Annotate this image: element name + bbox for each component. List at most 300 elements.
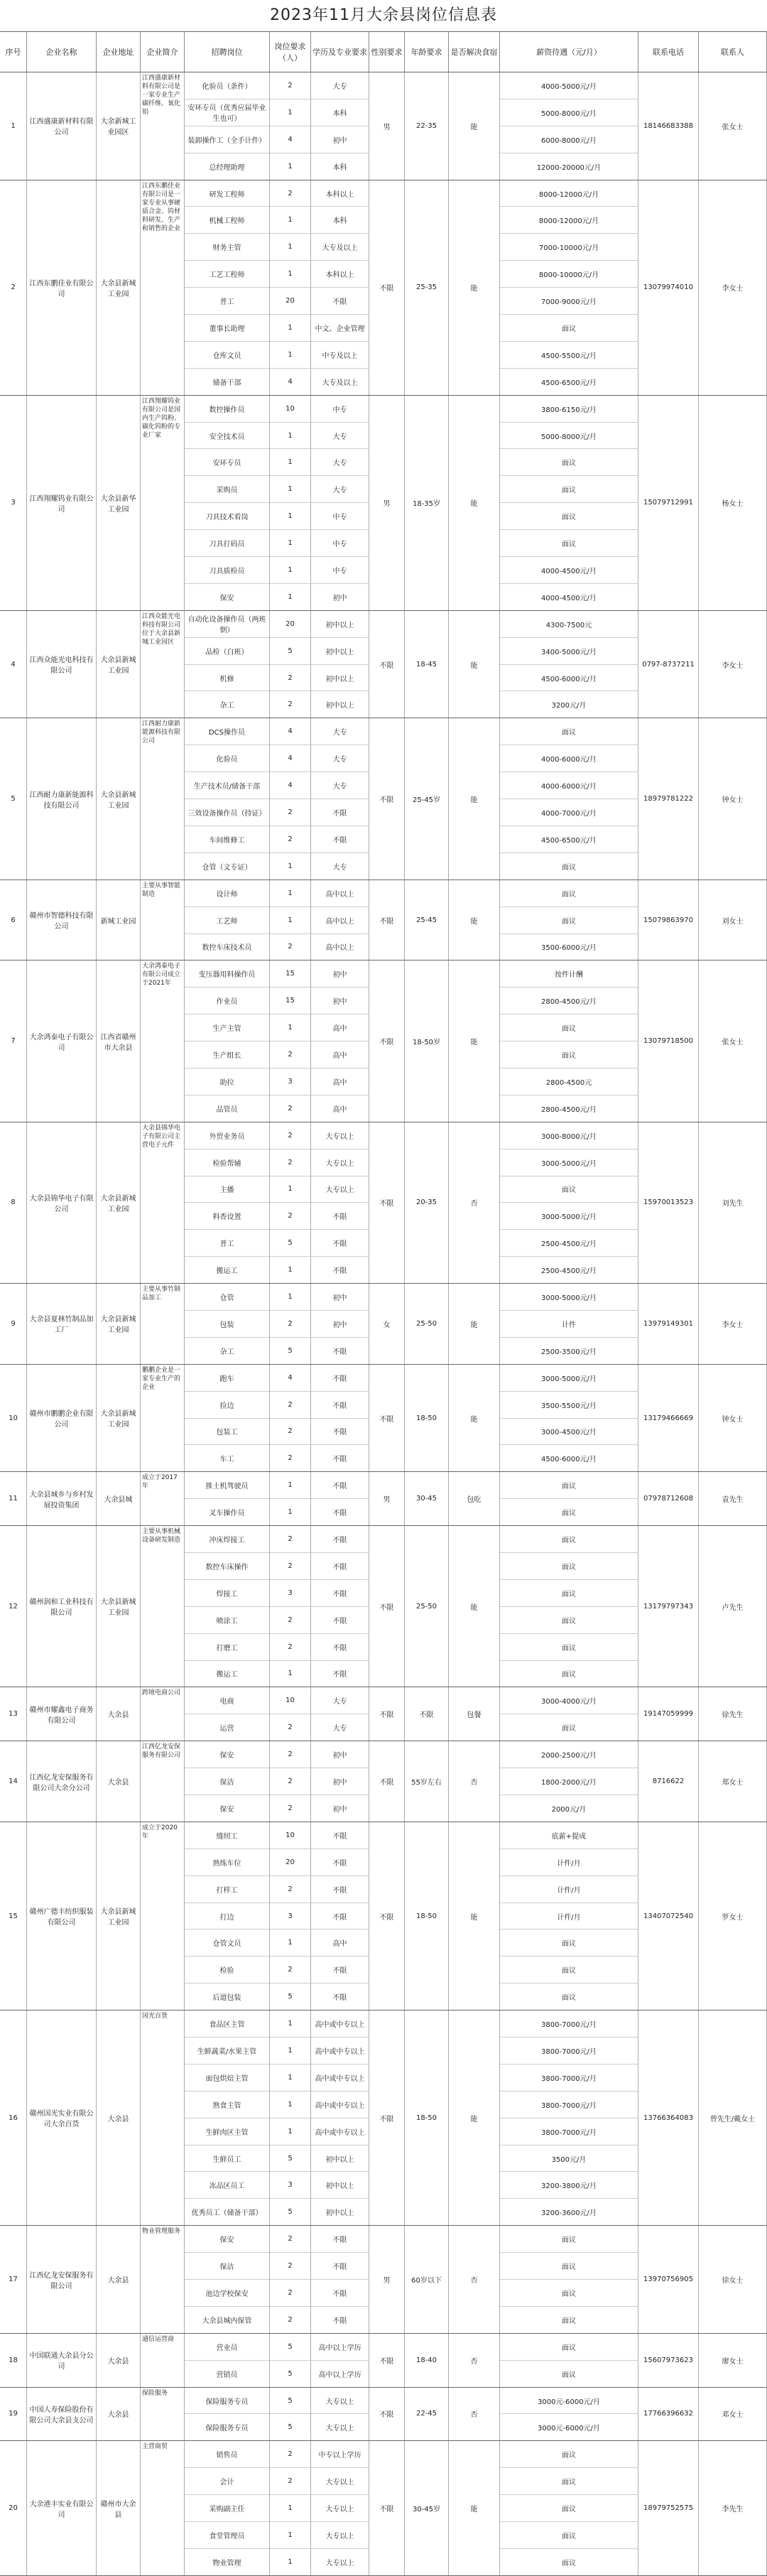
job-title-list	[185, 2226, 270, 2333]
job-title: 仓管文员	[185, 1930, 269, 1957]
job-headcount: 2	[288, 943, 293, 951]
job-headcount: 5	[270, 1230, 310, 1257]
job-education: 中专	[311, 530, 369, 557]
board-lodging: 能	[449, 72, 500, 180]
job-headcount: 20	[270, 1849, 310, 1876]
row-number: 6	[0, 880, 27, 960]
salary: 面议	[500, 1526, 638, 1553]
job-headcount: 2	[288, 1723, 293, 1732]
job-title-list	[185, 2388, 270, 2441]
age-requirement: 22-35	[405, 72, 449, 180]
board-lodging: 能	[449, 1822, 500, 2010]
job-title: 化验员（条件）	[185, 72, 269, 99]
job-title: 熟食主管	[185, 2091, 269, 2118]
job-education-list	[311, 396, 369, 610]
job-headcount-list	[270, 1365, 311, 1472]
job-education: 不限	[311, 1392, 369, 1419]
company-address: 大余县	[97, 2334, 141, 2387]
job-title: 跑车	[185, 1365, 269, 1392]
job-title: 生产组长	[185, 1041, 269, 1068]
contact-person: 李女士	[699, 611, 767, 718]
company-name: 赣州广德丰纺织服装有限公司	[27, 1822, 97, 2010]
job-education: 大专以上	[311, 2468, 369, 2495]
job-education: 大专以上	[311, 2495, 369, 2522]
company-name: 赣州市鹏鹏企业有限公司	[27, 1365, 97, 1472]
salary: 面议	[500, 476, 638, 503]
salary: 面议	[500, 1014, 638, 1041]
job-title: 刀具打码员	[185, 530, 269, 557]
table-row	[0, 2388, 767, 2442]
job-education-list	[311, 2011, 369, 2225]
salary: 面议	[562, 1510, 576, 1518]
header-cell: 招聘岗位	[185, 32, 270, 72]
job-education-list	[311, 1526, 369, 1687]
job-education: 本科	[332, 163, 347, 172]
job-education: 初中	[311, 126, 369, 153]
salary: 面议	[500, 2495, 638, 2522]
job-education: 高中	[311, 1068, 369, 1095]
job-title: 设计师	[185, 880, 269, 907]
job-headcount: 2	[270, 1526, 310, 1553]
job-headcount: 1	[288, 592, 293, 601]
salary: 面议	[500, 1607, 638, 1634]
board-lodging: 否	[449, 2226, 500, 2333]
job-headcount-list	[270, 2441, 311, 2575]
board-lodging: 能	[449, 1284, 500, 1364]
job-title: 安环专员（优秀应届毕业生也可）	[185, 99, 269, 126]
age-requirement: 25-50	[405, 1526, 449, 1687]
job-title: 研发工程师	[185, 180, 269, 207]
job-headcount: 10	[270, 1687, 310, 1714]
salary: 4000-5000元/月	[500, 72, 638, 99]
salary: 2500-4500元/月	[541, 1267, 597, 1276]
job-headcount: 2	[270, 1957, 310, 1984]
job-headcount: 1	[288, 162, 293, 171]
row-number: 15	[0, 1822, 27, 2010]
salary: 面议	[562, 1725, 576, 1733]
job-education: 大专	[311, 745, 369, 772]
company-intro: 江西亿龙安保服务有限公司	[141, 1741, 185, 1822]
job-title: 普工	[185, 288, 269, 315]
row-number: 2	[0, 180, 27, 395]
table-body	[0, 72, 767, 2576]
job-title-list	[185, 880, 270, 960]
contact-person: 李女士	[699, 180, 767, 395]
company-name: 大余县锦华电子有限公司	[27, 1122, 97, 1283]
job-headcount: 1	[270, 1472, 310, 1499]
job-headcount: 4	[270, 718, 310, 745]
company-intro: 主要从事智能制造	[141, 880, 185, 960]
job-education-list	[311, 1687, 369, 1741]
job-title: 营销员	[216, 2371, 238, 2379]
salary: 5000-8000元/月	[500, 423, 638, 450]
job-headcount: 1	[288, 1266, 293, 1275]
job-headcount: 1	[270, 2495, 310, 2522]
age-requirement: 25-35	[405, 180, 449, 395]
row-number: 3	[0, 396, 27, 610]
job-title: 采购副主任	[185, 2495, 269, 2522]
job-title: 安全技术员	[185, 423, 269, 450]
contact-phone: 13179466669	[638, 1365, 699, 1472]
company-intro: 江西翔耀钨业有限公司是国内生产钨粉、碳化钨粉的专业厂家	[141, 396, 185, 610]
job-headcount: 2	[270, 1392, 310, 1419]
salary: 2000-2500元/月	[500, 1741, 638, 1768]
contact-person: 钟女士	[699, 718, 767, 879]
job-education: 不限	[311, 1607, 369, 1634]
job-title: 后道包装	[212, 1994, 241, 2003]
job-education-list	[311, 1284, 369, 1364]
salary: 6000-8000元/月	[500, 126, 638, 153]
job-education: 不限	[311, 1553, 369, 1580]
company-intro: 主营商贸	[141, 2441, 185, 2575]
job-table	[0, 32, 767, 2576]
job-education: 中专	[311, 396, 369, 423]
table-row	[0, 1472, 767, 1526]
job-title: 保洁	[185, 2253, 269, 2280]
job-education: 不限	[311, 1849, 369, 1876]
gender-requirement: 不限	[369, 2011, 405, 2225]
age-requirement: 25-45	[405, 880, 449, 960]
company-address: 大余县	[97, 1741, 141, 1822]
header-cell: 是否解决食宿	[449, 32, 500, 72]
job-headcount: 4	[288, 377, 293, 386]
job-headcount: 1	[270, 207, 310, 234]
job-education: 大专及以上	[322, 379, 358, 387]
job-title: 销售员	[185, 2441, 269, 2468]
age-requirement: 不限	[405, 1687, 449, 1741]
age-requirement: 18-50	[405, 2011, 449, 2225]
company-name: 赣州润和工业科技有限公司	[27, 1526, 97, 1687]
salary: 4000-4500元/月	[541, 594, 597, 602]
salary: 2500-3500元/月	[541, 1348, 597, 1356]
salary: 3000-8000元/月	[500, 1122, 638, 1149]
salary: 4000-7000元/月	[500, 799, 638, 826]
salary: 3200-3600元/月	[541, 2209, 597, 2218]
job-title: 数控操作员	[185, 396, 269, 423]
company-address: 大余县新城工业园	[97, 1822, 141, 2010]
salary: 3500-6000元/月	[541, 944, 597, 953]
job-education-list	[311, 180, 369, 395]
job-title: DCS操作员	[185, 718, 269, 745]
table-row	[0, 2441, 767, 2575]
gender-requirement: 不限	[369, 2334, 405, 2387]
salary: 面议	[562, 863, 576, 872]
job-headcount: 1	[270, 2118, 310, 2145]
salary: 面议	[562, 2371, 576, 2379]
company-name: 赣州市智德科技有限公司	[27, 880, 97, 960]
job-title: 保安	[219, 1805, 234, 1814]
job-title: 化验员	[185, 745, 269, 772]
job-headcount: 2	[270, 1741, 310, 1768]
salary: 3000元-6000元/月	[500, 2388, 638, 2415]
salary-list	[500, 1687, 638, 1741]
contact-phone: 19147059999	[638, 1687, 699, 1741]
contact-phone: 8716622	[638, 1741, 699, 1822]
salary: 底薪+提成	[500, 1822, 638, 1849]
salary: 3800-7000元/月	[500, 2037, 638, 2064]
job-headcount: 1	[270, 342, 310, 369]
contact-phone: 13079974010	[638, 180, 699, 395]
job-headcount-list	[270, 72, 311, 180]
contact-phone: 13179797343	[638, 1526, 699, 1687]
salary-list	[500, 396, 638, 610]
job-education: 初中以上	[325, 2209, 354, 2218]
gender-requirement: 不限	[369, 718, 405, 879]
contact-person: 张女士	[699, 960, 767, 1121]
job-headcount: 4	[270, 1365, 310, 1392]
job-headcount: 2	[270, 1311, 310, 1338]
job-headcount: 5	[270, 2145, 310, 2172]
job-headcount: 1	[270, 99, 310, 126]
job-headcount-list	[270, 1822, 311, 2010]
salary: 面议	[562, 1994, 576, 2003]
company-name: 江西耐力康新能源科技有限公司	[27, 718, 97, 879]
job-headcount: 2	[288, 1454, 293, 1463]
job-education: 中专及以上	[311, 342, 369, 369]
table-row	[0, 880, 767, 961]
salary: 面议	[500, 2226, 638, 2253]
job-education: 不限	[311, 2280, 369, 2307]
salary-list	[500, 1122, 638, 1283]
job-title: 外贸业务员	[185, 1122, 269, 1149]
salary-list	[500, 2388, 638, 2441]
job-title: 捡边	[185, 1392, 269, 1419]
header-cell: 企业简介	[141, 32, 185, 72]
row-number: 19	[0, 2388, 27, 2441]
salary: 4000-4500元/月	[500, 557, 638, 584]
salary: 面议	[500, 1634, 638, 1661]
company-intro: 物业管理服务	[141, 2226, 185, 2333]
company-address: 大余县新城工业园	[97, 180, 141, 395]
job-headcount: 2	[270, 799, 310, 826]
row-number: 1	[0, 72, 27, 180]
gender-requirement: 男	[369, 2226, 405, 2333]
job-headcount-list	[270, 1284, 311, 1364]
salary: 3000-5000元/月	[500, 1365, 638, 1392]
job-headcount-list	[270, 2011, 311, 2225]
salary: 1800-2000元/月	[500, 1768, 638, 1795]
job-headcount: 1	[270, 1930, 310, 1957]
job-education: 初中	[311, 960, 369, 987]
job-title: 池边学校保安	[185, 2280, 269, 2307]
contact-phone: 18146683388	[638, 72, 699, 180]
job-education-list	[311, 2226, 369, 2333]
age-requirement: 18-50岁	[405, 960, 449, 1121]
gender-requirement: 不限	[369, 1741, 405, 1822]
row-number: 8	[0, 1122, 27, 1283]
job-title-list	[185, 2441, 270, 2575]
salary-list	[500, 611, 638, 718]
job-education: 不限	[311, 1472, 369, 1499]
salary: 3000-4000元/月	[500, 1687, 638, 1714]
job-education: 大专以上	[325, 2559, 354, 2567]
salary: 面议	[500, 907, 638, 934]
job-education: 高中或中专以上	[311, 2118, 369, 2145]
job-education: 高中或中专以上	[311, 2064, 369, 2091]
job-title: 作业员	[185, 987, 269, 1014]
job-education: 高中或中专以上	[311, 2091, 369, 2118]
job-title-list	[185, 2011, 270, 2225]
table-row	[0, 1687, 767, 1741]
job-headcount: 3	[270, 1068, 310, 1095]
company-address: 大余县新城工业园	[97, 1365, 141, 1472]
company-address: 江西省赣州市大余县	[97, 960, 141, 1121]
job-title: 保洁	[185, 1768, 269, 1795]
contact-person: 钟女士	[699, 1365, 767, 1472]
contact-person: 张女士	[699, 72, 767, 180]
age-requirement: 18-50	[405, 1365, 449, 1472]
table-row	[0, 718, 767, 880]
job-headcount: 20	[270, 288, 310, 315]
table-row	[0, 1122, 767, 1284]
job-title: 检验	[185, 1957, 269, 1984]
company-address: 大余县城	[97, 1472, 141, 1525]
job-headcount: 15	[270, 987, 310, 1014]
job-headcount: 3	[270, 2172, 310, 2199]
gender-requirement: 不限	[369, 1526, 405, 1687]
board-lodging: 否	[449, 1741, 500, 1822]
age-requirement: 30-45岁	[405, 2441, 449, 2575]
job-education: 不限	[311, 1365, 369, 1392]
company-address: 大余新城工业园区	[97, 72, 141, 180]
job-headcount: 2	[288, 1104, 293, 1113]
salary: 面议	[500, 1553, 638, 1580]
company-address: 新城工业园	[97, 880, 141, 960]
company-name: 江西翔耀钨业有限公司	[27, 396, 97, 610]
contact-phone: 07978712608	[638, 1472, 699, 1525]
job-title: 检验帮辅	[185, 1149, 269, 1176]
company-address: 赣州市大余县	[97, 2441, 141, 2575]
job-headcount: 2	[270, 1149, 310, 1176]
salary-list	[500, 1822, 638, 2010]
job-headcount: 1	[270, 2064, 310, 2091]
contact-phone: 17766396632	[638, 2388, 699, 2441]
job-education: 不限	[332, 1510, 347, 1518]
job-headcount-list	[270, 1526, 311, 1687]
salary-list	[500, 2226, 638, 2333]
job-education: 大专以上	[325, 2425, 354, 2433]
job-education: 不限	[332, 2317, 347, 2325]
salary: 按件计酬	[500, 960, 638, 987]
job-headcount: 5	[270, 2334, 310, 2361]
job-title: 保安	[185, 1741, 269, 1768]
job-education: 中文、企业管理	[311, 315, 369, 342]
gender-requirement: 男	[369, 72, 405, 180]
table-row	[0, 180, 767, 396]
job-education-list	[311, 1122, 369, 1283]
job-education: 大专	[311, 772, 369, 799]
job-title-list	[185, 1687, 270, 1741]
salary: 4500-6500元/月	[500, 826, 638, 853]
job-title: 安环专员	[185, 449, 269, 476]
job-education: 不限	[311, 1203, 369, 1230]
job-education: 大专以上	[311, 1149, 369, 1176]
salary: 面议	[500, 1176, 638, 1203]
salary: 面议	[562, 1671, 576, 1679]
salary: 2800-4500元/月	[500, 987, 638, 1014]
age-requirement: 25-50	[405, 1284, 449, 1364]
salary: 计件/月	[500, 1876, 638, 1903]
job-title: 主播	[185, 1176, 269, 1203]
salary: 3800-7000元/月	[500, 2118, 638, 2145]
row-number: 18	[0, 2334, 27, 2387]
table-row	[0, 2011, 767, 2226]
age-requirement: 20-35	[405, 1122, 449, 1283]
job-headcount-list	[270, 1472, 311, 1525]
job-headcount: 2	[270, 1607, 310, 1634]
job-education: 不限	[311, 2226, 369, 2253]
row-number: 17	[0, 2226, 27, 2333]
job-education: 大专及以上	[311, 234, 369, 261]
salary: 8000-12000元/月	[500, 180, 638, 207]
job-headcount: 1	[270, 557, 310, 584]
job-education: 大专	[311, 423, 369, 450]
job-headcount: 1	[270, 234, 310, 261]
job-title: 品管员	[216, 1105, 238, 1114]
salary-list	[500, 2011, 638, 2225]
job-headcount: 1	[270, 315, 310, 342]
job-headcount: 2	[270, 1122, 310, 1149]
job-headcount: 2	[270, 826, 310, 853]
job-education: 大专	[311, 1687, 369, 1714]
row-number: 9	[0, 1284, 27, 1364]
header-cell: 性别要求	[369, 32, 405, 72]
job-title: 保险服务专员	[205, 2425, 249, 2433]
job-title: 喷涂工	[185, 1607, 269, 1634]
job-headcount: 1	[270, 530, 310, 557]
job-education: 不限	[311, 2253, 369, 2280]
age-requirement: 18-40	[405, 2334, 449, 2387]
job-headcount: 3	[270, 1903, 310, 1930]
table-row	[0, 1526, 767, 1687]
row-number: 11	[0, 1472, 27, 1525]
board-lodging: 能	[449, 180, 500, 395]
job-title: 生产主管	[185, 1014, 269, 1041]
job-education: 不限	[311, 288, 369, 315]
salary-list	[500, 1472, 638, 1525]
header-cell: 岗位要求（人）	[270, 32, 311, 72]
job-education: 不限	[311, 1957, 369, 1984]
job-title: 自动化设备操作员（两班倒）	[185, 611, 269, 638]
job-education: 不限	[311, 1634, 369, 1661]
company-address: 大余县	[97, 2226, 141, 2333]
job-title: 装卸操作工（全手计件）	[185, 126, 269, 153]
job-headcount: 2	[270, 2441, 310, 2468]
salary-list	[500, 1741, 638, 1822]
job-title: 大余县城内保管	[202, 2317, 252, 2325]
board-lodging: 能	[449, 880, 500, 960]
job-title: 普工	[185, 1230, 269, 1257]
table-header	[0, 32, 767, 72]
job-title: 冻品区员工	[185, 2172, 269, 2199]
age-requirement: 25-45岁	[405, 718, 449, 879]
job-headcount-list	[270, 2388, 311, 2441]
job-title: 工艺师	[185, 907, 269, 934]
job-education: 初中	[311, 1311, 369, 1338]
job-title: 保安	[219, 594, 234, 602]
job-education: 不限	[311, 1903, 369, 1930]
job-headcount-list	[270, 1122, 311, 1283]
job-title: 打样工	[185, 1876, 269, 1903]
job-headcount: 10	[270, 396, 310, 423]
board-lodging: 包吃	[449, 1472, 500, 1525]
job-title: 刀具技术看岗	[185, 503, 269, 530]
job-headcount-list	[270, 1741, 311, 1822]
job-title-list	[185, 1284, 270, 1364]
job-title: 生产技术员/储备干部	[185, 772, 269, 799]
job-title: 仓管（文专证）	[202, 863, 252, 872]
job-title: 包装	[185, 1311, 269, 1338]
